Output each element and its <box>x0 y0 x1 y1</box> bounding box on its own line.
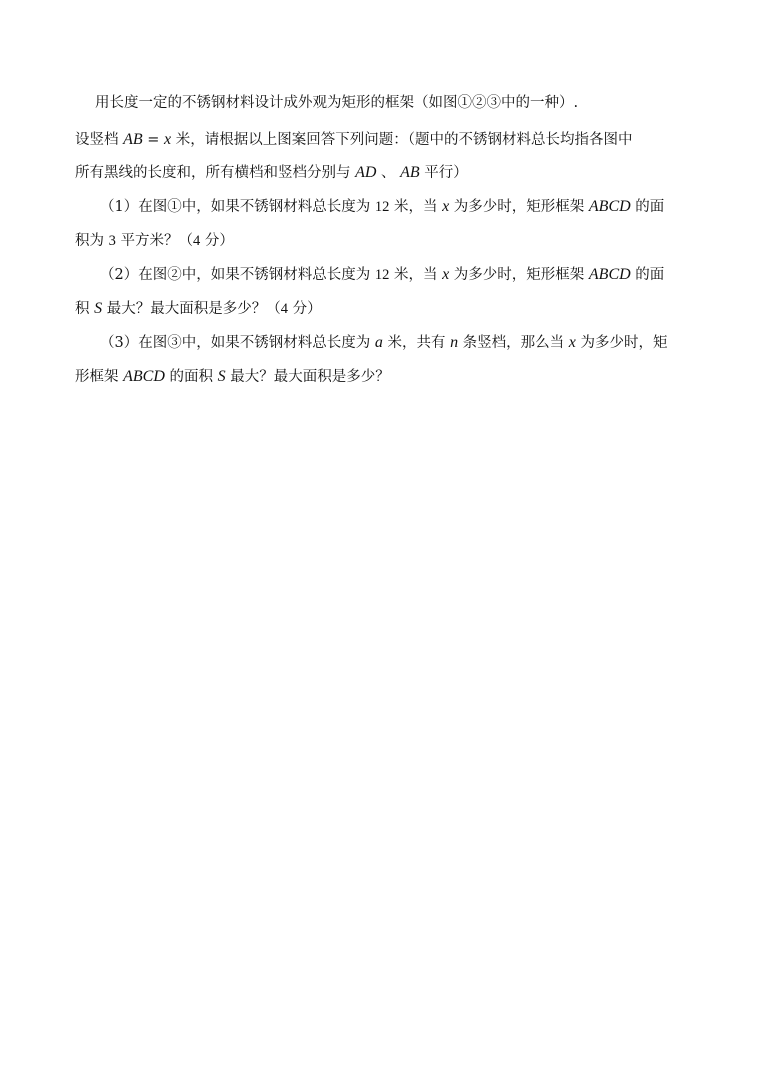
q2-text-c: 为多少时，矩形框架 <box>449 267 589 283</box>
var-x: x <box>442 266 450 283</box>
q1-text-e: 积为 <box>75 233 109 249</box>
intro-text: 用长度一定的不锈钢材料设计成外观为矩形的框架（如图①②③中的一种）. <box>95 95 579 111</box>
var-n: n <box>450 334 459 351</box>
setup-text-c: 所有黑线的长度和，所有横档和竖档分别与 <box>75 165 356 181</box>
setup-text-b: 米，请根据以上图案回答下列问题：（题中的不锈钢材料总长均指各图中 <box>171 132 633 148</box>
var-abcd: ABCD <box>588 266 631 283</box>
q1-text-f: 平方米？（ <box>115 233 193 249</box>
var-a: a <box>374 334 383 351</box>
q2-score: 4 <box>280 301 288 317</box>
question-1-line-2 <box>75 231 234 251</box>
q1-text-c: 为多少时，矩形框架 <box>449 199 589 215</box>
question-2-line-2 <box>75 299 322 319</box>
q2-text-a: （2）在图②中，如果不锈钢材料总长度为 <box>100 267 375 283</box>
q1-text-b: 米，当 <box>389 199 443 215</box>
intro-line <box>95 93 578 113</box>
q3-text-f: 的面积 <box>164 369 218 385</box>
question-1-line-1 <box>100 197 664 217</box>
q2-text-g: 分） <box>287 301 322 317</box>
setup-text-d: 平行） <box>419 165 468 181</box>
var-x: x <box>442 198 450 215</box>
q3-text-e: 形框架 <box>75 369 124 385</box>
var-abcd: ABCD <box>123 368 165 385</box>
setup-line-2 <box>75 163 468 183</box>
q3-text-g: 最大？最大面积是多少？ <box>225 369 390 385</box>
question-3-line-2 <box>75 367 390 387</box>
q2-text-b: 米，当 <box>389 267 443 283</box>
setup-text-a: 设竖档 <box>75 132 124 148</box>
q1-area-value: 3 <box>108 233 116 249</box>
q3-text-c: 条竖档，那么当 <box>458 335 569 351</box>
q3-text-d: 为多少时，矩 <box>575 335 668 351</box>
question-3-line-1 <box>100 333 668 353</box>
q2-text-e: 积 <box>75 301 95 317</box>
var-ab: AB <box>400 164 420 181</box>
q2-text-d: 的面 <box>630 267 665 283</box>
var-s: S <box>217 368 226 385</box>
separator: 、 <box>376 165 401 181</box>
var-abcd: ABCD <box>588 198 631 215</box>
q3-text-a: （3）在图③中，如果不锈钢材料总长度为 <box>100 335 375 351</box>
q1-score: 4 <box>192 233 201 249</box>
var-x: x <box>568 334 576 351</box>
q2-length-value: 12 <box>374 267 390 283</box>
q1-text-a: （1）在图①中，如果不锈钢材料总长度为 <box>100 199 375 215</box>
q1-length-value: 12 <box>374 199 390 215</box>
question-2-line-1 <box>100 265 664 285</box>
q1-text-d: 的面 <box>630 199 665 215</box>
setup-line-1 <box>75 130 633 150</box>
q2-text-f: 最大？最大面积是多少？（ <box>102 301 281 317</box>
var-s: S <box>94 300 103 317</box>
q3-text-b: 米，共有 <box>382 335 451 351</box>
q1-text-g: 分） <box>200 233 234 249</box>
var-ad: AD <box>355 164 377 181</box>
var-x: x <box>164 131 172 148</box>
var-ab: AB <box>123 131 143 148</box>
equals-sign: = <box>142 132 165 148</box>
